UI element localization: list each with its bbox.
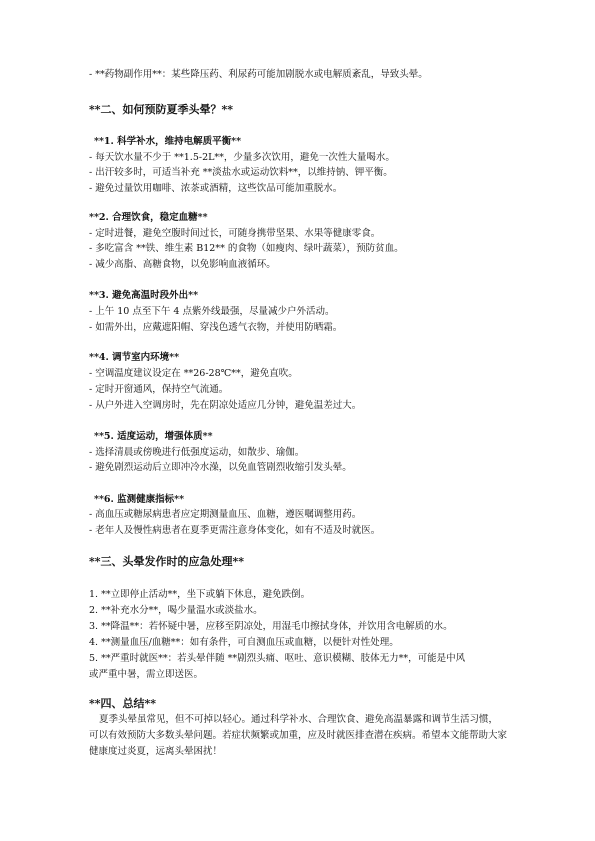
sub2-item: - 多吃富含 **铁、维生素 B12** 的食物（如瘦肉、绿叶蔬菜），预防贫血。 [89,243,404,254]
drug-side-effect-line: - **药物副作用**：某些降压药、利尿药可能加剧脱水或电解质紊乱，导致头晕。 [89,69,428,80]
sub2-item: - 减少高脂、高糖食物，以免影响血液循环。 [89,259,276,270]
sub4-item: - 定时开窗通风，保持空气流通。 [89,384,229,395]
section3-item: 5. **严重时就医**：若头晕伴随 **剧烈头痛、呕吐、意识模糊、肢体无力**，可能是中风 [89,653,466,664]
sub3-item: - 上午 10 点至下午 4 点紫外线最强，尽量减少户外活动。 [89,306,335,317]
sub4-item: - 空调温度建议设定在 **26-28℃**，避免直吹。 [89,368,298,379]
section4-heading: **四、总结** [89,697,157,710]
sub5-item: - 避免剧烈运动后立即冲冷水澡，以免血管剧烈收缩引发头晕。 [89,462,352,473]
section3-heading: **三、头晕发作时的应急处理** [89,555,245,568]
sub5-heading: **5. 适度运动，增强体质** [94,431,213,442]
section2-heading: **二、如何预防夏季头晕？** [89,103,234,116]
sub1-item: - 出汗较多时，可适当补充 **淡盐水或运动饮料**，以维持钠、钾平衡。 [89,167,393,178]
sub3-heading: **3. 避免高温时段外出** [89,290,199,301]
section3-item: 4. **测量血压/血糖**：如有条件，可自测血压或血糖，以便针对性处理。 [89,637,399,648]
sub1-item: - 避免过量饮用咖啡、浓茶或酒精，这些饮品可能加重脱水。 [89,183,343,194]
sub2-item: - 定时进餐，避免空腹时间过长，可随身携带坚果、水果等健康零食。 [89,228,381,239]
sub6-item: - 高血压或糖尿病患者应定期测量血压、血糖，遵医嘱调整用药。 [89,509,362,520]
section3-item: 或严重中暑，需立即送医。 [89,669,204,680]
section3-item: 2. **补充水分**，喝少量温水或淡盐水。 [89,605,263,616]
sub4-heading: **4. 调节室内环境** [89,352,180,363]
summary-paragraph: 夏季头晕虽常见，但不可掉以轻心。通过科学补水、合理饮食、避免高温暴露和调节生活习惯，可以有效预防大多数头晕问题。若症状频繁或加重，应及时就医排查潜在疾病。希望本文能帮助大家健康度过炎夏，远离头晕困扰！ [89,714,508,757]
sub1-heading: **1. 科学补水，维持电解质平衡** [94,136,242,147]
sub6-heading: **6. 监测健康指标** [94,494,185,505]
section3-item: 3. **降温**：若怀疑中暑，应移至阴凉处，用湿毛巾擦拭身体，并饮用含电解质的水。 [89,621,453,632]
sub5-item: - 选择清晨或傍晚进行低强度运动，如散步、瑜伽。 [89,447,305,458]
sub6-item: - 老年人及慢性病患者在夏季更需注意身体变化，如有不适及时就医。 [89,525,381,536]
section3-item: 1. **立即停止活动**，坐下或躺下休息，避免跌倒。 [89,589,311,600]
sub4-item: - 从户外进入空调房时，先在阴凉处适应几分钟，避免温差过大。 [89,400,362,411]
sub2-heading: **2. 合理饮食，稳定血糖** [89,212,208,223]
sub1-item: - 每天饮水量不少于 **1.5-2L**，少量多次饮用，避免一次性大量喝水。 [89,152,395,163]
sub3-item: - 如需外出，应戴遮阳帽、穿浅色透气衣物，并使用防晒霜。 [89,322,343,333]
